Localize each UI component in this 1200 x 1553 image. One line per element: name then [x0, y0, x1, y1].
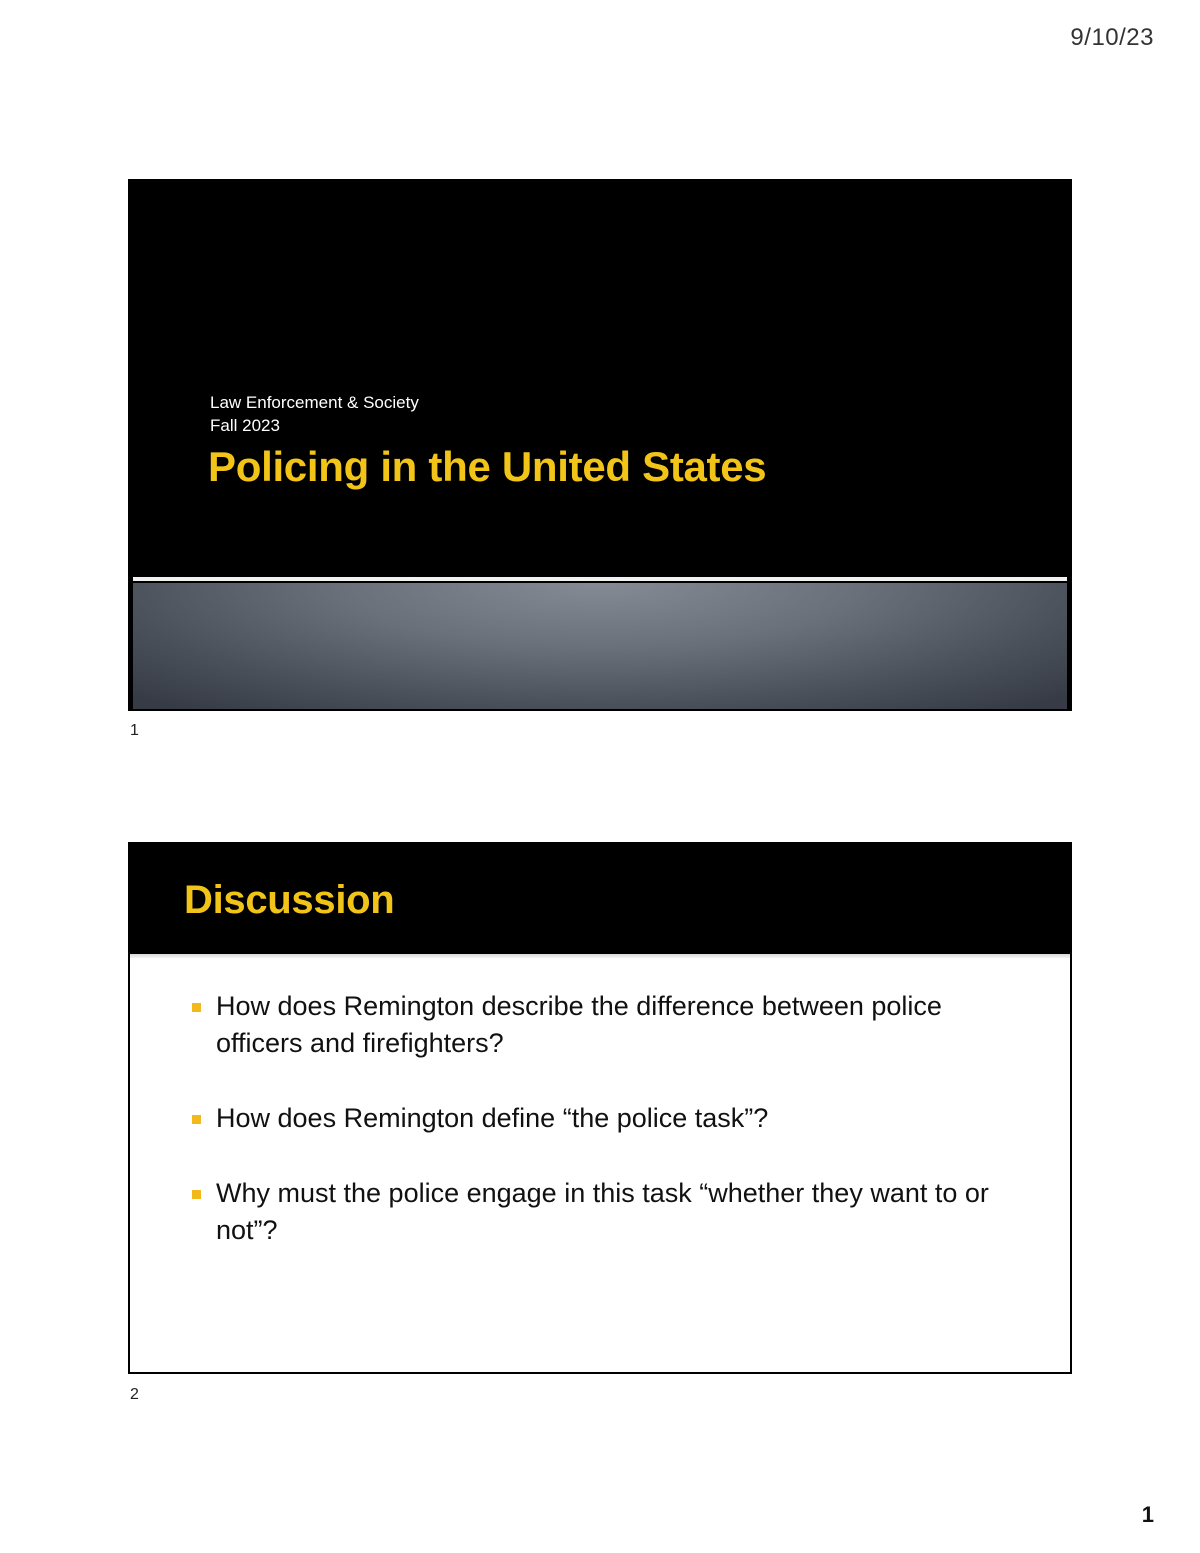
slide-1-thumbnail — [128, 179, 1072, 711]
slide-1-divider — [133, 577, 1067, 581]
slide-2-header — [130, 844, 1070, 954]
discussion-bullet-list — [192, 988, 1022, 1287]
slide-2-number: 2 — [130, 1386, 139, 1403]
bullet-text: How does Remington describe the difference between police officers and firefighters? — [216, 991, 942, 1058]
slide-2-header-divider — [130, 954, 1070, 958]
page-date: 9/10/23 — [1070, 24, 1154, 51]
bullet-text: How does Remington define “the police task”? — [216, 1103, 769, 1133]
slide-1-subtitle — [210, 391, 419, 437]
bullet-item — [192, 1100, 1022, 1137]
slide-1-title-area — [130, 181, 1070, 577]
square-bullet-icon — [192, 1190, 201, 1199]
slide-1-gradient-band — [133, 583, 1067, 709]
slide-1-title: Policing in the United States — [208, 443, 767, 490]
course-name: Law Enforcement & Society — [210, 393, 419, 412]
slide-2-heading: Discussion — [184, 878, 395, 922]
bullet-item — [192, 988, 1022, 1062]
course-term: Fall 2023 — [210, 416, 280, 435]
slide-1-number: 1 — [130, 722, 139, 739]
square-bullet-icon — [192, 1115, 201, 1124]
bullet-item — [192, 1175, 1022, 1249]
page-number: 1 — [1141, 1502, 1154, 1527]
square-bullet-icon — [192, 1003, 201, 1012]
slide-2-thumbnail — [128, 842, 1072, 1374]
bullet-text: Why must the police engage in this task “whether they want to or not”? — [216, 1178, 989, 1245]
